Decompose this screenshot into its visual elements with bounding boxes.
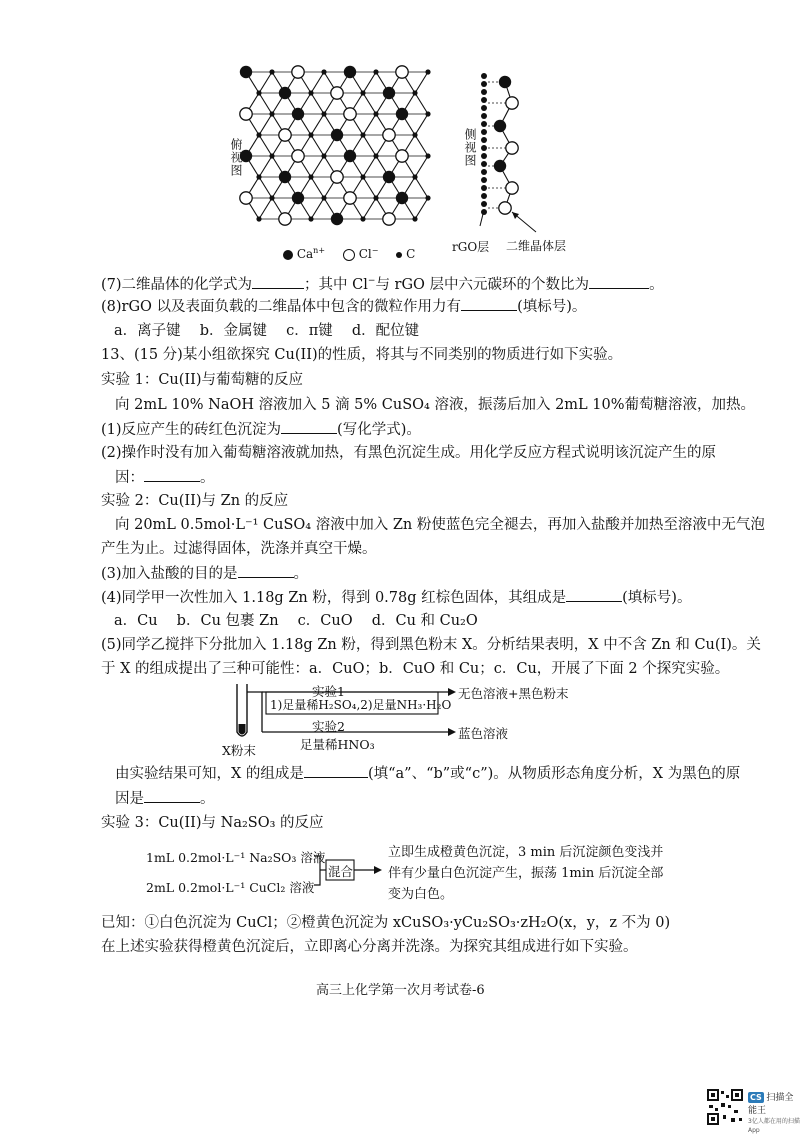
c-atom [321, 69, 326, 74]
experiment-2-desc-2: 产生为止。过滤得固体，洗涤并真空干燥。 [101, 541, 377, 557]
ca-ion [292, 192, 304, 204]
part-4: (4)同学甲一次性加入 1.18g Zn 粉，得到 0.78g 红棕色固体，其组成是 (填标号)。 [101, 587, 691, 608]
c-atom [321, 111, 326, 116]
c-atom [481, 97, 487, 103]
last-line: 在上述实验获得橙黄色沉淀后，立即离心分离并洗涤。为探究其组成进行如下实验。 [101, 939, 638, 955]
cl-ion [396, 66, 408, 78]
figure-legend: $Ca^{n+}$ Cl− C [283, 246, 415, 261]
cl-ion [331, 171, 343, 183]
cl-ion [506, 97, 518, 109]
c-atom [481, 145, 487, 151]
c-atom [308, 132, 313, 137]
cl-ion [499, 202, 511, 214]
branch-line [247, 692, 262, 732]
top-view-label: 俯视图 [229, 138, 243, 177]
answer-blank[interactable] [304, 763, 368, 778]
ca-ion [240, 66, 252, 78]
answer-blank[interactable] [281, 419, 337, 434]
qr-code-icon [706, 1088, 744, 1126]
tube-label: X粉末 [222, 743, 256, 758]
part-2-cont: 因： 。 [115, 467, 215, 488]
cl-ion [279, 213, 291, 225]
c-atom [373, 153, 378, 158]
c-bond [363, 177, 376, 198]
c-atom [256, 132, 261, 137]
cl-ion [396, 150, 408, 162]
c-bond [363, 198, 376, 219]
experiment-2-title: 实验 2：Cu(II)与 Zn 的反应 [101, 493, 289, 509]
question-13-title: 13、(15 分)某小组欲探究 Cu(II)的性质，将其与不同类别的物质进行如下实验。 [101, 347, 623, 363]
c-bond [259, 72, 272, 93]
c-atom [308, 174, 313, 179]
arrow-1-head [448, 688, 456, 696]
arrow-2-head [448, 728, 456, 736]
c-atom [481, 73, 487, 79]
exp2-reagent: 足量稀HNO₃ [300, 737, 375, 752]
c-atom [269, 69, 274, 74]
c-atom [481, 161, 487, 167]
c-bond [311, 93, 324, 114]
cl-ion [240, 192, 252, 204]
c-bond [415, 114, 428, 135]
c-atom [360, 216, 365, 221]
c-atom [481, 177, 487, 183]
mix-result-2: 伴有少量白色沉淀产生，振荡 1min 后沉淀全部 [388, 866, 664, 881]
exp1-reagent: 1)足量稀H₂SO₄,2)足量NH₃·H₂O [270, 698, 452, 712]
answer-blank[interactable] [238, 563, 294, 578]
c-bond [415, 72, 428, 93]
part-1: (1)反应产生的砖红色沉淀为 (写化学式)。 [101, 419, 421, 440]
top-view-lattice [240, 66, 431, 225]
c-bond [311, 156, 324, 177]
exp1-result: 无色溶液+黑色粉末 [458, 686, 569, 701]
c-atom [481, 169, 487, 175]
c-bond [415, 135, 428, 156]
c-bond [415, 198, 428, 219]
mix-result-1: 立即生成橙黄色沉淀，3 min 后沉淀颜色变浅并 [388, 845, 664, 860]
c-atom [425, 153, 430, 158]
c-bond [259, 93, 272, 114]
question-8-options: a．离子键 b．金属键 c．π键 d．配位键 [114, 323, 420, 339]
cl-ion [344, 108, 356, 120]
c-atom [481, 113, 487, 119]
c-atom [269, 153, 274, 158]
c-atom [360, 90, 365, 95]
c-bond [363, 114, 376, 135]
experiment-1-desc: 向 2mL 10% NaOH 溶液加入 5 滴 5% CuSO₄ 溶液，振荡后加入 2mL 10%葡萄糖溶液，加热。 [115, 397, 756, 413]
page-footer: 高三上化学第一次月考试卷-6 [316, 983, 485, 998]
crystal-layer-label: 二维晶体层 [506, 239, 567, 253]
ca-legend-icon [283, 250, 293, 260]
cl-ion [344, 192, 356, 204]
ca-ion [396, 192, 408, 204]
c-atom [256, 90, 261, 95]
c-atom [308, 216, 313, 221]
c-atom [373, 195, 378, 200]
cl-ion [292, 150, 304, 162]
side-view-lattice [480, 73, 536, 232]
experiment-1-title: 实验 1：Cu(II)与葡萄糖的反应 [101, 372, 304, 388]
scanner-logo-icon: CS [750, 1093, 762, 1102]
part-5: (5)同学乙搅拌下分批加入 1.18g Zn 粉，得到黑色粉末 X。分析结果表明，X 中不含 Zn 和 Cu(I)。关 [101, 637, 761, 653]
ca-ion [279, 171, 291, 183]
ca-ion [279, 87, 291, 99]
known-info: 已知：①白色沉淀为 CuCl；②橙黄色沉淀为 xCuSO₃·yCu₂SO₃·zH₂O(x，y，z 不为 0) [101, 915, 671, 931]
cl-ion [383, 213, 395, 225]
exp2-label: 实验2 [312, 719, 345, 734]
c-atom [481, 193, 487, 199]
c-bond [311, 72, 324, 93]
exp2-result: 蓝色溶液 [458, 726, 509, 741]
mix-result-3: 变为白色。 [388, 887, 454, 902]
ca-ion [344, 66, 356, 78]
ca-ion [494, 160, 506, 172]
c-atom [256, 216, 261, 221]
c-legend-label: C [406, 247, 416, 261]
cl-ion [292, 66, 304, 78]
answer-blank[interactable] [144, 788, 200, 803]
part-5-reason: 因是 。 [115, 788, 215, 809]
part-2: (2)操作时没有加入葡萄糖溶液就加热，有黑色沉淀生成。用化学反应方程式说明该沉淀产生的原 [101, 445, 717, 461]
cl-legend-icon [343, 249, 355, 261]
crystal-figure [0, 0, 800, 270]
c-atom [256, 174, 261, 179]
c-atom [481, 201, 487, 207]
test-tube [237, 684, 247, 736]
ca-ion [383, 171, 395, 183]
c-atom [412, 216, 417, 221]
c-atom [360, 174, 365, 179]
c-atom [373, 111, 378, 116]
c-bond [363, 93, 376, 114]
cl-ion [506, 182, 518, 194]
c-atom [321, 195, 326, 200]
c-bond [415, 177, 428, 198]
c-bond [311, 198, 324, 219]
answer-blank[interactable] [252, 274, 304, 289]
answer-blank[interactable] [589, 274, 649, 289]
c-bond [311, 135, 324, 156]
c-bond [415, 93, 428, 114]
ca-ion [383, 87, 395, 99]
c-atom [481, 137, 487, 143]
cl-legend-label: Cl [358, 247, 372, 261]
c-bond [363, 72, 376, 93]
ca-legend-label: Ca [296, 247, 314, 261]
c-atom [481, 129, 487, 135]
c-atom [481, 105, 487, 111]
c-atom [481, 153, 487, 159]
c-atom [425, 195, 430, 200]
scanner-badge [748, 1090, 800, 1134]
c-atom [269, 111, 274, 116]
part-3: (3)加入盐酸的目的是 。 [101, 563, 308, 584]
answer-blank[interactable] [144, 467, 200, 482]
pointer-head [512, 212, 519, 219]
question-8: (8)rGO 以及表面负载的二维晶体中包含的微粒作用力有 (填标号)。 [101, 296, 586, 317]
ca-ion [494, 120, 506, 132]
c-atom [425, 69, 430, 74]
cl-ion [506, 142, 518, 154]
c-bond [259, 114, 272, 135]
ca-ion [499, 76, 511, 88]
mix-label: 混合 [328, 864, 354, 879]
question-7: (7)二维晶体的化学式为 ；其中 Cl−与 rGO 层中六元碳环的个数比为 。 [101, 271, 664, 295]
c-atom [308, 90, 313, 95]
ca-ion [331, 213, 343, 225]
cl-ion [240, 108, 252, 120]
c-atom [321, 153, 326, 158]
cl-ion [383, 129, 395, 141]
c-bond [259, 156, 272, 177]
side-view-label: 侧视图 [463, 128, 477, 167]
c-bond [311, 177, 324, 198]
c-bond [259, 135, 272, 156]
reagent-na2so3: 1mL 0.2mol·L⁻¹ Na₂SO₃ 溶液 [146, 850, 326, 865]
cl-ion [279, 129, 291, 141]
c-atom [425, 111, 430, 116]
c-bond [259, 198, 272, 219]
reagent-cucl2: 2mL 0.2mol·L⁻¹ CuCl₂ 溶液 [146, 880, 315, 895]
c-atom [481, 81, 487, 87]
experiment-2-desc: 向 20mL 0.5mol·L⁻¹ CuSO₄ 溶液中加入 Zn 粉使蓝色完全褪去，再加入盐酸并加热至溶液中无气泡 [115, 517, 765, 533]
experiment-3-title: 实验 3：Cu(II)与 Na₂SO₃ 的反应 [101, 815, 324, 831]
c-atom [360, 132, 365, 137]
c-atom [269, 195, 274, 200]
scanner-subtitle: 3亿人都在用的扫描App [748, 1118, 800, 1134]
answer-blank[interactable] [566, 587, 622, 602]
c-bond [363, 135, 376, 156]
c-bond [311, 114, 324, 135]
scanner-title: 扫描全能王 [748, 1093, 794, 1116]
ca-ion [292, 108, 304, 120]
c-atom [412, 174, 417, 179]
ca-ion [331, 129, 343, 141]
c-bond [259, 177, 272, 198]
c-atom [412, 132, 417, 137]
c-atom [481, 209, 487, 215]
c-atom [373, 69, 378, 74]
part-5-cont: 于 X 的组成提出了三种可能性：a．CuO；b．CuO 和 Cu；c．Cu，开展了下面 2 个探究实验。 [101, 661, 730, 677]
exp1-label: 实验1 [312, 684, 345, 699]
c-bond [363, 156, 376, 177]
part-4-options: a．Cu b．Cu 包裹 Zn c．CuO d．Cu 和 Cu₂O [114, 613, 478, 629]
c-atom [481, 185, 487, 191]
c-legend-icon [396, 252, 402, 258]
answer-blank[interactable] [461, 296, 517, 311]
c-atom [412, 90, 417, 95]
rgo-layer-label: rGO层 [452, 240, 490, 254]
mix-bracket [314, 856, 320, 885]
flow-diagram-1 [0, 680, 800, 755]
ca-ion [344, 150, 356, 162]
c-bond [415, 156, 428, 177]
cl-ion [331, 87, 343, 99]
pointer [480, 214, 483, 226]
c-atom [481, 121, 487, 127]
c-atom [481, 89, 487, 95]
ca-ion [396, 108, 408, 120]
part-5-answer: 由实验结果可知，X 的组成是 (填“a”、“b”或“c”)。从物质形态角度分析，X 为黑色的原 [115, 763, 740, 784]
